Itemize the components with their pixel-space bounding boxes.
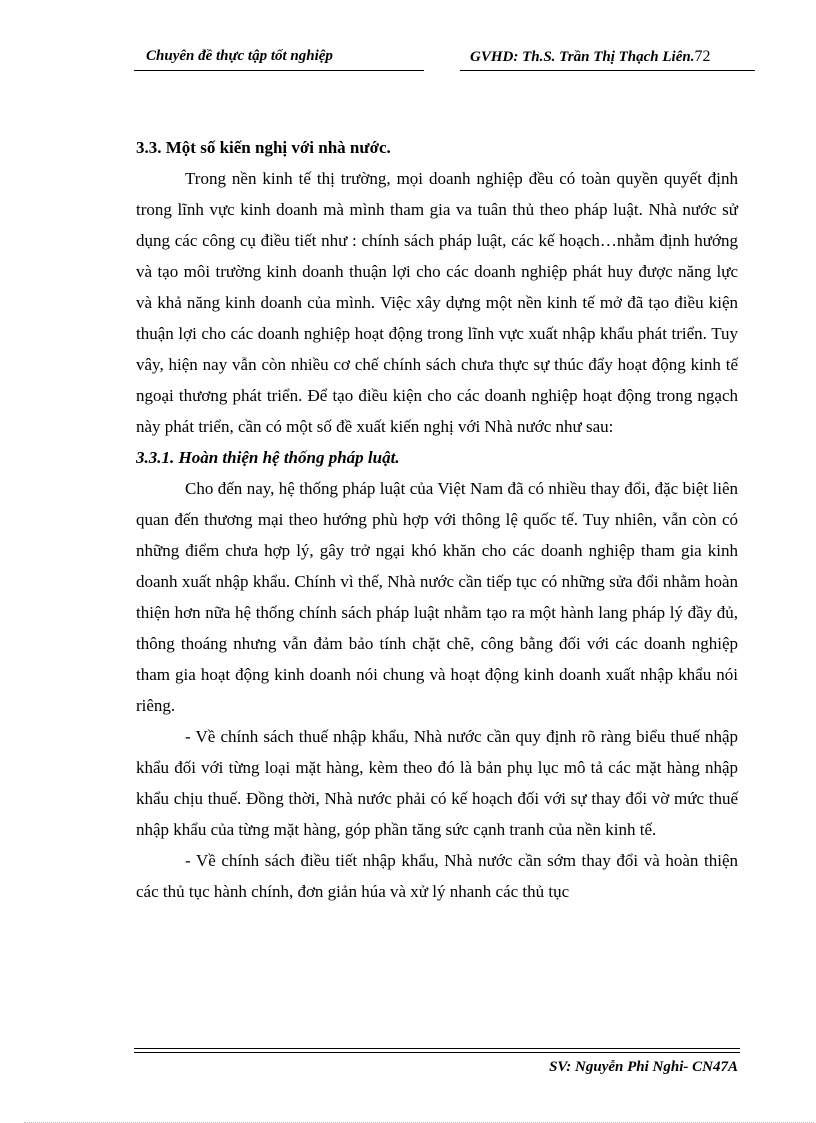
header-supervisor-name: GVHD: Th.S. Trần Thị Thạch Liên. — [470, 49, 695, 65]
section-intro-paragraph: Trong nền kinh tế thị trường, mọi doanh nghiệp đều có toàn quyền quyết định trong lĩnh vực kinh doanh mà mình tham gia va tuân thủ theo pháp luật. Nhà nước sử dụng các công cụ điều tiết như : chính sách pháp luật, các kế hoạch…nhằm định hướng và tạo môi trường kinh doanh thuận lợi cho các doanh nghiệp phát huy được năng lực và khả năng kinh doanh của mình. Việc xây dựng một nền kinh tế mở đã tạo điều kiện thuận lợi cho các doanh nghiệp hoạt động trong lĩnh vực xuất nhập khẩu phát triển. Tuy vây, hiện nay vẫn còn nhiều cơ chế chính sách chưa thực sự thúc đẩy hoạt động kinh tế ngoại thương phát triển. Để tạo điều kiện cho các doanh nghiệp hoạt động trong ngạch này phát triển, cần có một số đề xuất kiến nghị với Nhà nước như sau: — [136, 169, 738, 436]
header-rule-right — [460, 70, 755, 71]
footer-rule-top — [134, 1048, 740, 1049]
subsection-heading: 3.3.1. Hoàn thiện hệ thống pháp luật. — [136, 448, 400, 467]
section-heading: 3.3. Một số kiến nghị với nhà nước. — [136, 138, 391, 157]
header-rule-left — [134, 70, 424, 71]
page-number: 72 — [694, 48, 711, 65]
footer-student-name: SV: Nguyễn Phi Nghi- CN47A — [549, 1059, 738, 1075]
header-supervisor — [470, 48, 710, 66]
body-paragraph: Cho đến nay, hệ thống pháp luật của Việt Nam đã có nhiều thay đổi, đặc biệt liên quan đến thương mại theo hướng phù hợp với thông lệ quốc tế. Tuy nhiên, vẫn còn có những điểm chưa hợp lý, gây trở ngại khó khăn cho các doanh nghiệp tham gia kinh doanh xuất nhập khẩu. Chính vì thế, Nhà nước cần tiếp tục có những sửa đổi nhằm hoàn thiện hơn nữa hệ thống chính sách pháp luật nhằm tạo ra một hành lang pháp lý đầy đủ, thông thoáng nhưng vẫn đảm bảo tính chặt chẽ, công bằng đối với các doanh nghiệp tham gia hoạt động kinh doanh nói chung và hoạt động kinh doanh xuất nhập khẩu nói riêng. — [136, 479, 738, 715]
page-header — [134, 48, 756, 70]
body-paragraph: - Về chính sách điều tiết nhập khẩu, Nhà nước cần sớm thay đổi và hoàn thiện các thủ tục hành chính, đơn giản húa và xử lý nhanh các thủ tục — [136, 851, 738, 901]
body-paragraph: - Về chính sách thuế nhập khẩu, Nhà nước cần quy định rõ ràng biểu thuế nhập khẩu đối với từng loại mặt hàng, kèm theo đó là bản phụ lục mô tả các mặt hàng nhập khẩu chịu thuế. Đồng thời, Nhà nước phải có kế hoạch đối với sự thay đổi vờ mức thuế nhập khẩu của từng mặt hàng, góp phần tăng sức cạnh tranh của nền kinh tế. — [136, 727, 738, 839]
header-course-title: Chuyên đề thực tập tốt nghiệp — [146, 48, 333, 64]
page-body — [136, 132, 738, 907]
footer-rule-bottom — [134, 1052, 740, 1053]
page-footer — [134, 1048, 740, 1088]
